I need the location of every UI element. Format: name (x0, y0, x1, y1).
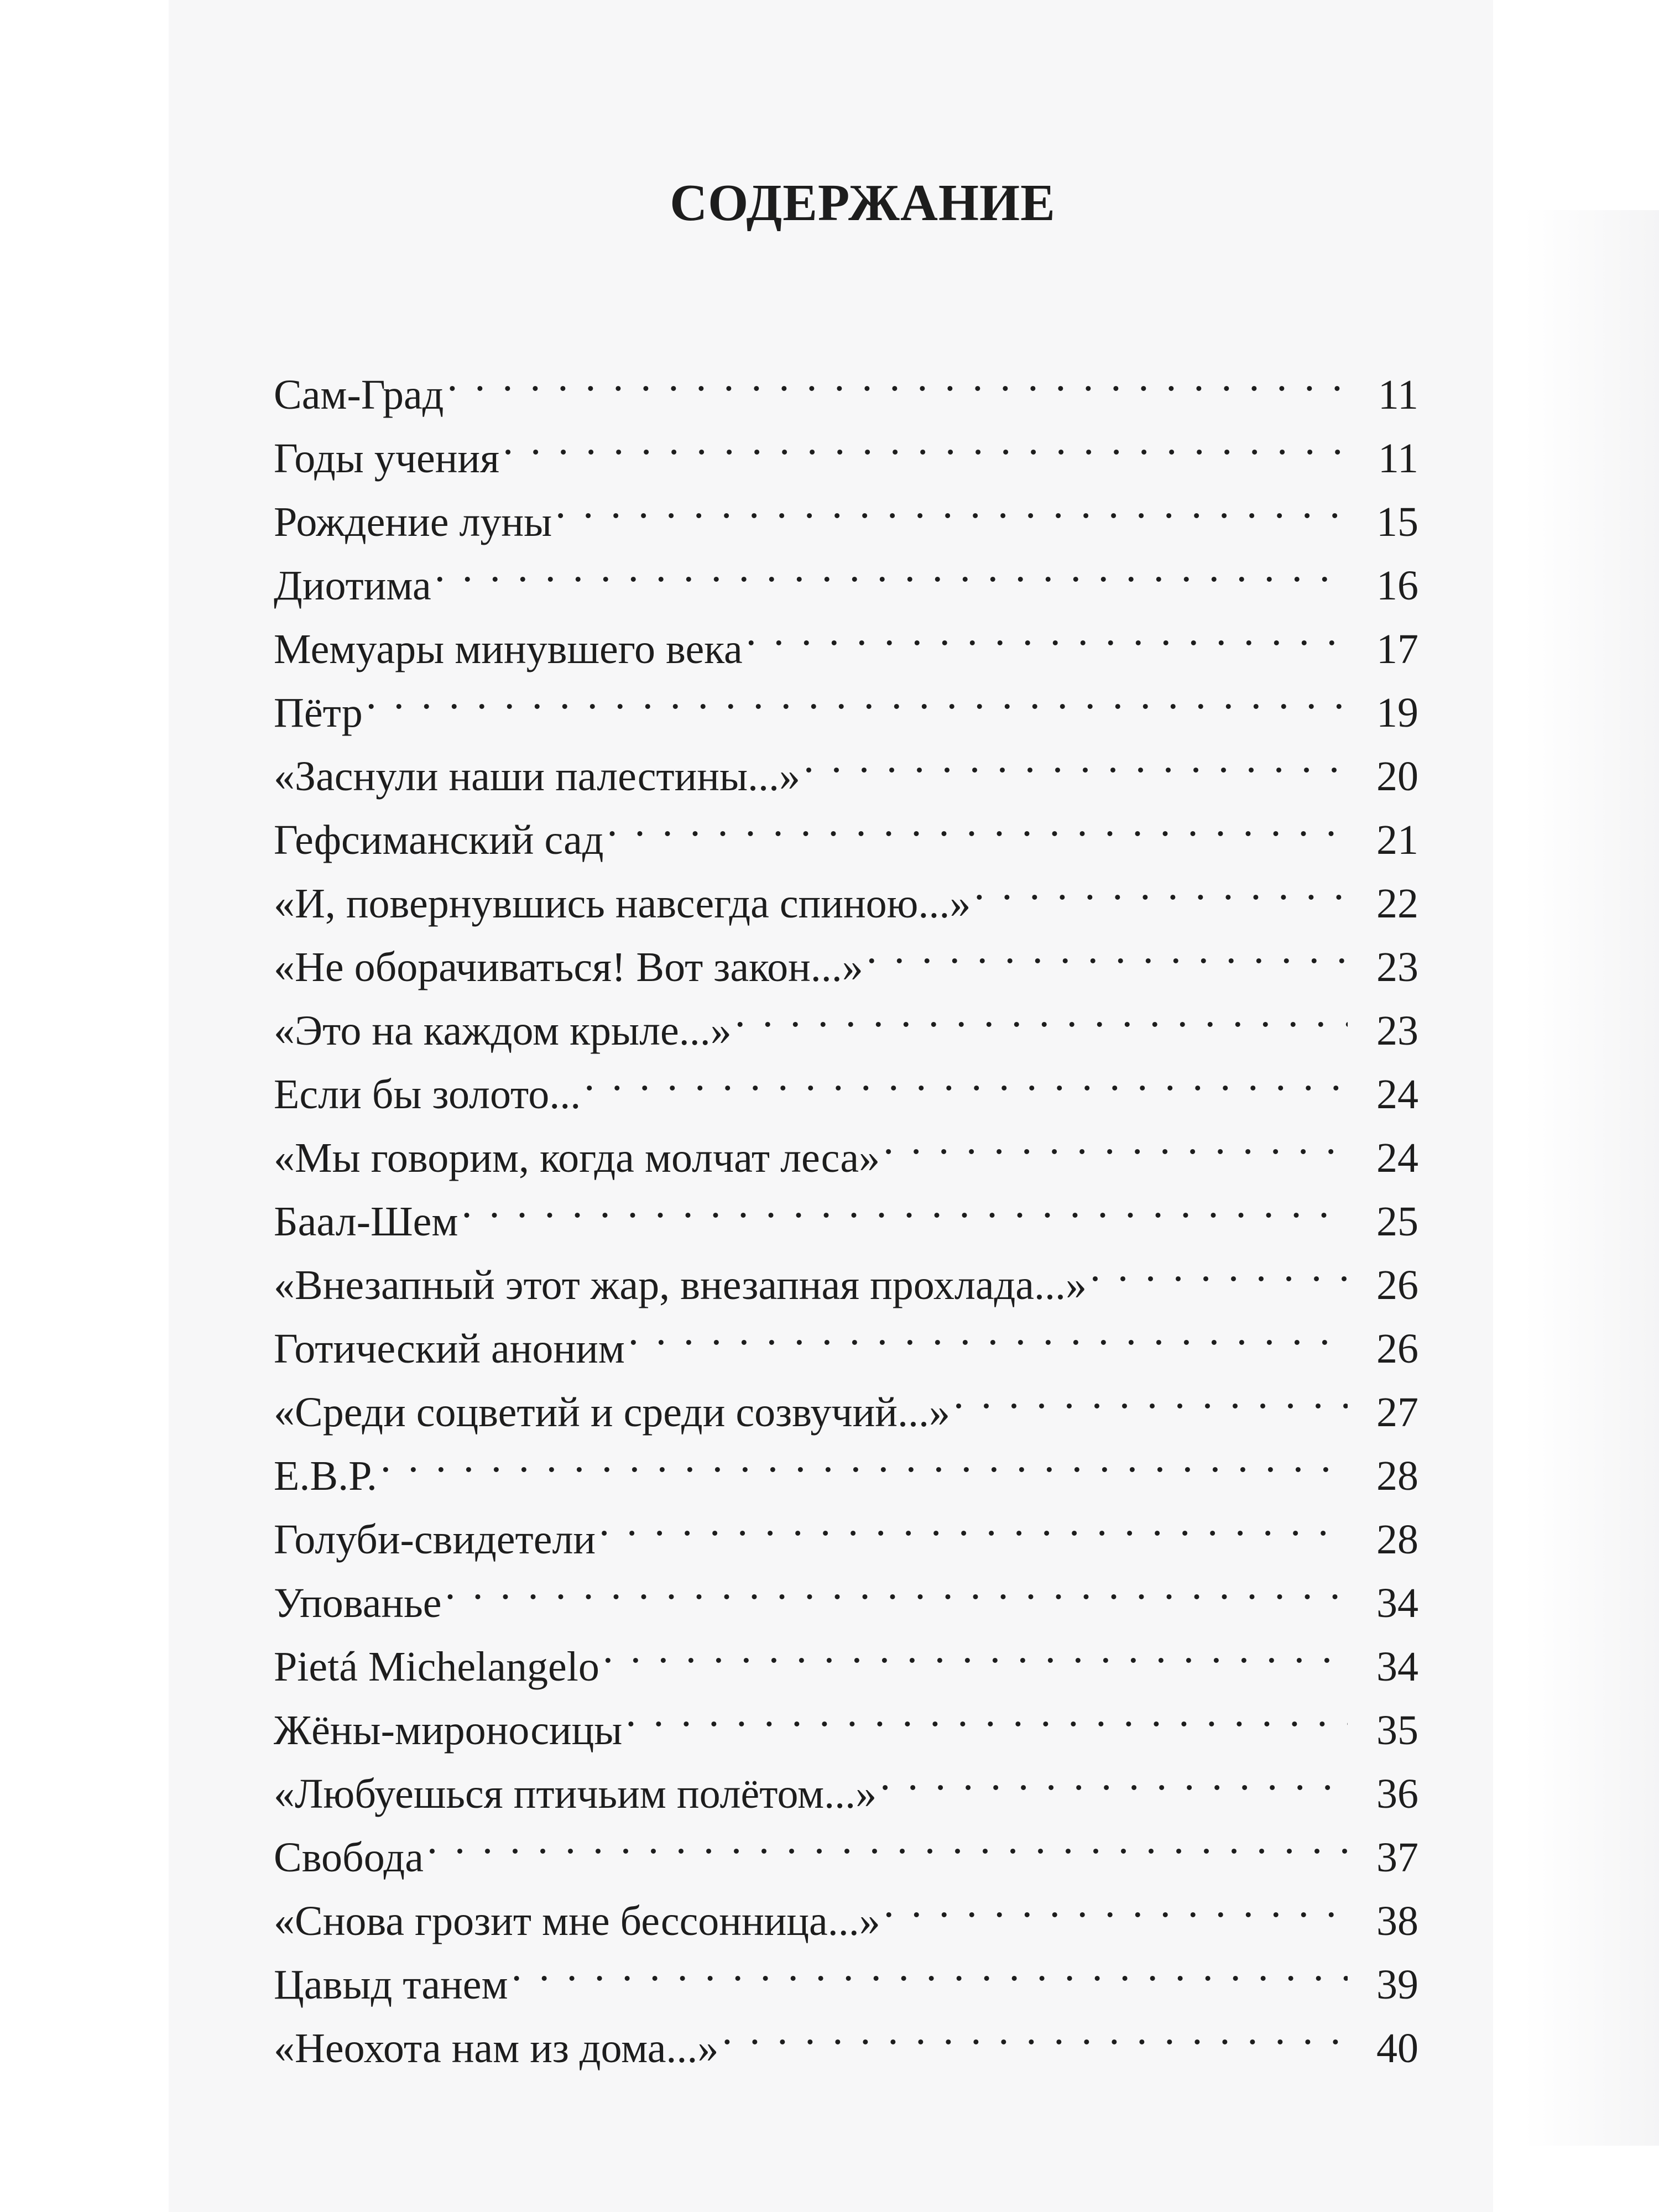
dot-leader (883, 1108, 1348, 1172)
toc-entry-title: Диотима (274, 562, 431, 609)
dot-leader (628, 1299, 1348, 1363)
toc-entry (274, 1808, 1418, 1881)
dot-leader (953, 1363, 1348, 1426)
dot-leader (512, 1935, 1348, 1999)
toc-entry-page-number: 38 (1376, 1898, 1418, 1944)
toc-entry-page-number: 23 (1376, 1008, 1418, 1054)
dot-leader (607, 790, 1348, 854)
toc-entry-title: Годы учения (274, 435, 500, 482)
toc-entry-page-number: 11 (1378, 435, 1418, 482)
dot-leader (804, 727, 1348, 790)
toc-entry-page-number: 21 (1376, 817, 1418, 863)
toc-entry-page-number: 25 (1376, 1198, 1418, 1245)
toc-entry (274, 1553, 1418, 1626)
dot-leader (1090, 1235, 1348, 1299)
toc-entry-title: Е.В.Р. (274, 1453, 377, 1499)
toc-entry (274, 1871, 1418, 1944)
toc-entry-title: Если бы золото... (274, 1071, 581, 1118)
toc-entry-title: Pietá Michelangelo (274, 1644, 599, 1690)
toc-entry (274, 345, 1418, 418)
toc-entry-title: «Среди соцветий и среди созвучий...» (274, 1389, 950, 1436)
toc-entry-title: «Внезапный этот жар, внезапная прохлада...» (274, 1262, 1087, 1308)
dot-leader (974, 854, 1348, 917)
toc-entry-page-number: 26 (1376, 1262, 1418, 1308)
dot-leader (366, 663, 1348, 727)
toc-entry-title: Готический аноним (274, 1326, 625, 1372)
toc-entry-title: «Это на каждом крыле...» (274, 1008, 732, 1054)
toc-entry-page-number: 24 (1376, 1071, 1418, 1118)
toc-entry-page-number: 17 (1376, 626, 1418, 672)
dot-leader (427, 1808, 1348, 1871)
dot-leader (584, 1045, 1348, 1108)
toc-entry-title: Гефсиманский сад (274, 817, 604, 863)
toc-entry (274, 1426, 1418, 1499)
dot-leader (447, 345, 1348, 409)
dot-leader (880, 1744, 1348, 1808)
dot-leader (884, 1871, 1348, 1935)
toc-entry-title: «Неохота нам из дома...» (274, 2025, 719, 2072)
toc-entry (274, 599, 1418, 672)
toc-entry-title: «Любуешься птичьим полётом...» (274, 1771, 877, 1817)
dot-leader (462, 1172, 1348, 1235)
dot-leader (503, 409, 1348, 472)
toc-entry-title: «Не оборачиваться! Вот закон...» (274, 944, 863, 990)
toc-entry-title: «Заснули наши палестины...» (274, 753, 801, 800)
toc-entry-title: «Мы говорим, когда молчат леса» (274, 1135, 880, 1181)
toc-entry-page-number: 24 (1376, 1135, 1418, 1181)
toc-entry-page-number: 37 (1376, 1834, 1418, 1881)
toc-entry-page-number: 34 (1376, 1580, 1418, 1626)
toc-entry-page-number: 15 (1376, 499, 1418, 545)
page-edge-shadow (1524, 210, 1659, 2146)
toc-entry-page-number: 34 (1376, 1644, 1418, 1690)
toc-entry (274, 1617, 1418, 1690)
toc-entry-title: Упованье (274, 1580, 442, 1626)
toc-entry (274, 409, 1418, 482)
dot-leader (599, 1490, 1348, 1553)
toc-entry-page-number: 20 (1376, 753, 1418, 800)
toc-entry-page-number: 28 (1376, 1453, 1418, 1499)
toc-entry-page-number: 19 (1376, 690, 1418, 736)
toc-entry-title: Баал-Шем (274, 1198, 458, 1245)
toc-entry-page-number: 26 (1376, 1326, 1418, 1372)
toc-entry-title: Жёны-мироносицы (274, 1707, 623, 1754)
toc-entry-title: Свобода (274, 1834, 424, 1881)
toc-entry-title: Мемуары минувшего века (274, 626, 743, 672)
dot-leader (746, 599, 1348, 663)
toc-entry-page-number: 11 (1378, 372, 1418, 418)
dot-leader (625, 1681, 1348, 1744)
dot-leader (603, 1617, 1348, 1681)
toc-entry (274, 727, 1418, 800)
toc-entry-title: «И, повернувшись навсегда спиною...» (274, 880, 971, 927)
toc-entry (274, 663, 1418, 736)
dot-leader (555, 472, 1348, 536)
toc-entry-title: Рождение луны (274, 499, 552, 545)
toc-entry-page-number: 39 (1376, 1961, 1418, 2008)
toc-entry-page-number: 35 (1376, 1707, 1418, 1754)
page-title: СОДЕРЖАНИЕ (670, 174, 1056, 232)
toc-entry-page-number: 23 (1376, 944, 1418, 990)
toc-entry-page-number: 16 (1376, 562, 1418, 609)
toc-entry (274, 1490, 1418, 1563)
dot-leader (735, 981, 1348, 1045)
toc-entry-title: Сам-Град (274, 372, 444, 418)
toc-list (274, 345, 1418, 2072)
dot-leader (867, 917, 1348, 981)
toc-entry-title: Цавыд танем (274, 1961, 508, 2008)
toc-entry-page-number: 22 (1376, 880, 1418, 927)
toc-entry-page-number: 36 (1376, 1771, 1418, 1817)
dot-leader (435, 536, 1348, 599)
toc-entry-page-number: 40 (1376, 2025, 1418, 2072)
dot-leader (380, 1426, 1348, 1490)
toc-entry-page-number: 27 (1376, 1389, 1418, 1436)
toc-entry-title: Голуби-свидетели (274, 1516, 596, 1563)
toc-entry-page-number: 28 (1376, 1516, 1418, 1563)
dot-leader (722, 1999, 1348, 2062)
toc-entry (274, 536, 1418, 609)
toc-entry-title: Пётр (274, 690, 363, 736)
dot-leader (445, 1553, 1348, 1617)
table-of-contents (274, 174, 1418, 2072)
toc-entry-title: «Снова грозит мне бессонница...» (274, 1898, 880, 1944)
